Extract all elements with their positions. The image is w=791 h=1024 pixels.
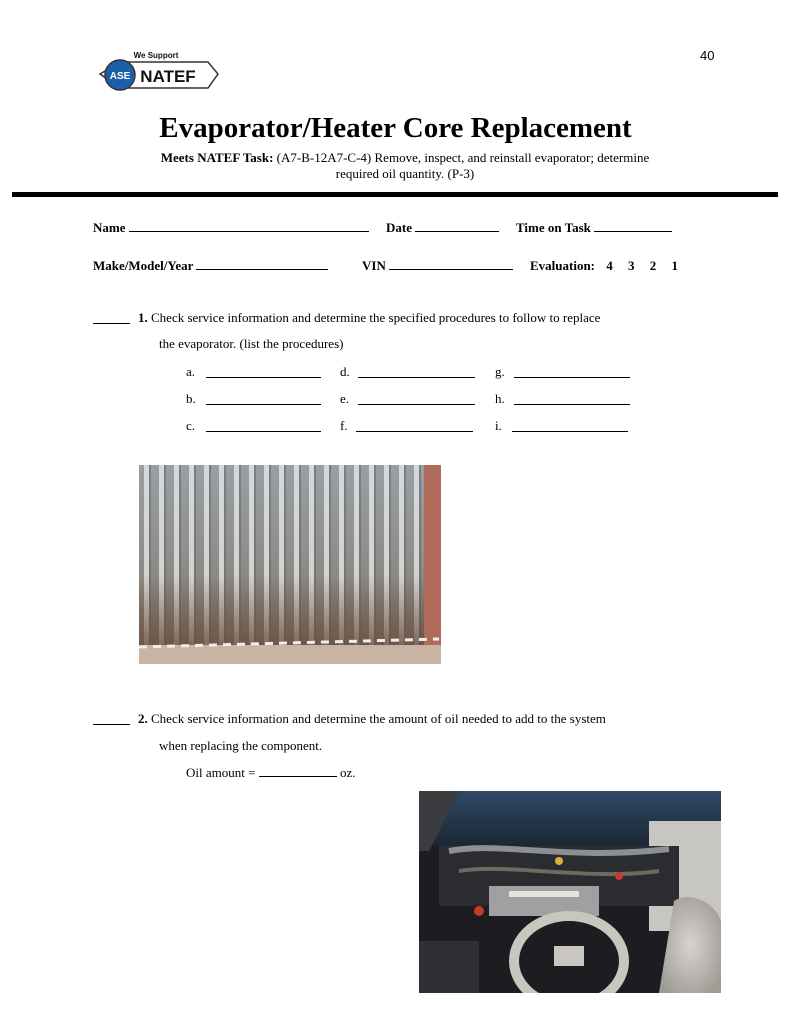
evaluation-label: Evaluation: [530,258,596,273]
procedure-letter-a: a. [186,364,196,379]
task-line1: (A7-B-12A7-C-4) Remove, inspect, and reinstall evaporator; determine [276,150,650,165]
procedure-blank-g[interactable] [514,377,630,378]
procedure-letter-b: b. [186,391,196,406]
procedure-blank-d[interactable] [358,377,475,378]
question1-check-blank[interactable] [93,323,130,324]
procedure-letter-e: e. [340,391,350,406]
natef-logo [96,44,222,106]
question2-line1-row [138,705,606,733]
procedure-blank-f[interactable] [356,431,473,432]
procedure-blank-h[interactable] [514,404,630,405]
task-label: Meets NATEF Task: [160,150,274,165]
procedure-blank-i[interactable] [512,431,628,432]
task-line2: required oil quantity. (P-3) [335,166,475,181]
make-field-row [93,258,328,274]
oil-amount-row [186,759,355,787]
procedure-letter-f: f. [340,418,348,433]
question1-line1: Check service information and determine the specified procedures to follow to replace [151,310,601,325]
date-field-row [386,220,499,236]
dashboard-removal-image [419,791,721,993]
logo-brand-text: NATEF [140,67,196,86]
question1-line2: the evaporator. (list the procedures) [159,336,344,351]
evaluation-score-1[interactable]: 1 [671,258,679,273]
page-number: 40 [700,48,715,63]
evaluation-score-3[interactable]: 3 [628,258,635,273]
logo-badge-text: ASE [109,71,131,82]
time-field[interactable] [594,220,672,232]
header-divider [12,192,778,197]
logo-top-text: We Support [133,51,179,60]
vin-field[interactable] [389,258,513,270]
procedure-letter-h: h. [495,391,505,406]
evaluation-row [530,258,678,274]
procedure-letter-i: i. [495,418,502,433]
name-label: Name [93,220,126,235]
time-field-row [516,220,672,236]
procedure-blank-b[interactable] [206,404,321,405]
evaporator-core-image [139,465,441,664]
vin-field-row [362,258,513,274]
question2-line1: Check service information and determine the amount of oil needed to add to the system [151,711,606,726]
procedure-blank-c[interactable] [206,431,321,432]
make-field[interactable] [196,258,328,270]
natef-task [80,150,730,182]
name-field-row [93,220,369,236]
oil-amount-field[interactable] [259,765,337,777]
page-title: Evaporator/Heater Core Replacement [159,112,632,144]
dashboard-removal-photo [419,791,721,993]
question2-number: 2. [138,711,148,726]
procedure-blank-e[interactable] [358,404,475,405]
natef-logo-graphic [96,44,222,106]
question1-number: 1. [138,310,148,325]
evaporator-core-photo [139,465,441,664]
date-field[interactable] [415,220,499,232]
question2-line2: when replacing the component. [159,738,323,753]
make-label: Make/Model/Year [93,258,194,273]
question1-line1-row [138,304,600,332]
vin-label: VIN [362,258,386,273]
procedure-letter-c: c. [186,418,196,433]
name-field[interactable] [129,220,369,232]
oil-amount-unit: oz. [339,765,356,780]
procedure-letter-g: g. [495,364,505,379]
procedure-blank-a[interactable] [206,377,321,378]
time-label: Time on Task [516,220,591,235]
question2-check-blank[interactable] [93,724,130,725]
oil-amount-label: Oil amount = [186,765,256,780]
evaluation-score-4[interactable]: 4 [606,258,613,273]
procedure-letter-d: d. [340,364,350,379]
date-label: Date [386,220,412,235]
evaluation-score-2[interactable]: 2 [649,258,657,273]
